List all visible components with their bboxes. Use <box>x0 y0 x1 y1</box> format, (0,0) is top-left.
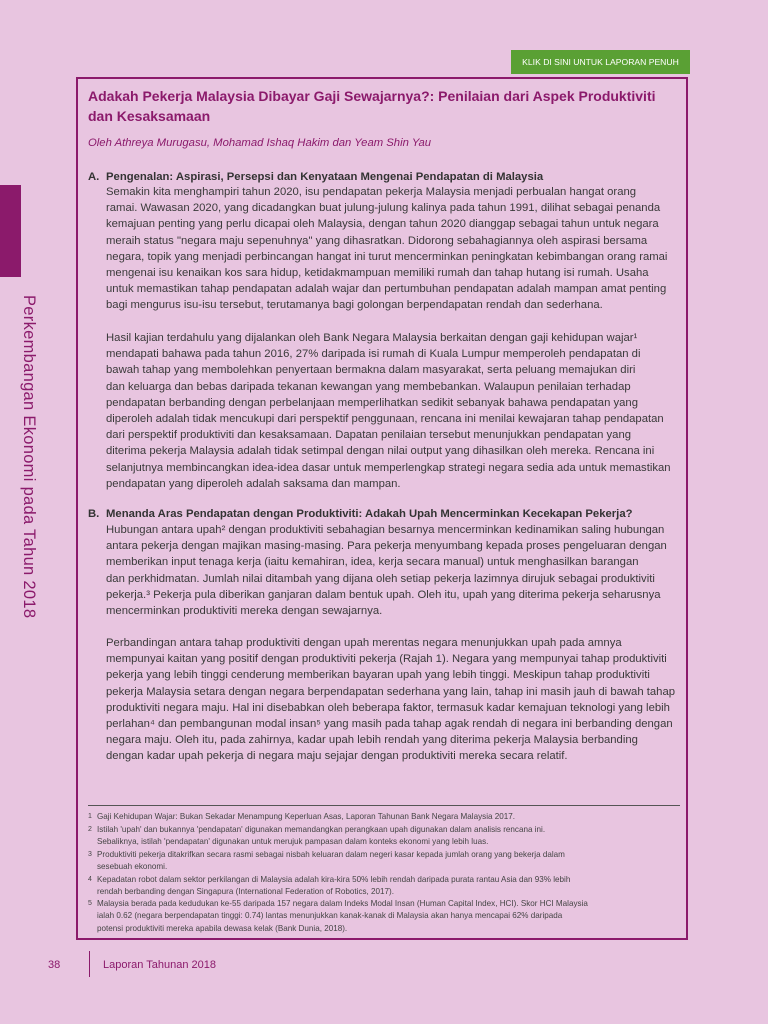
text-line: memberikan input tenaga kerja (iaitu kemahiran, idea, kerja secara manual) untuk menghasilkan barangan <box>106 556 639 569</box>
text-line: meraih status "negara maju sepenuhnya" yang dihasratkan. Didorong sebahagiannya oleh aspirasi bersama <box>106 234 648 247</box>
footnote-line: Sebaliknya, istilah 'pendapatan' digunakan untuk merujuk pampasan dalam konteks ekonomi yang lebih luas. <box>97 837 489 847</box>
text-line: perlahan⁴ dan pembangunan modal insan⁵ yang masih pada tahap agak rendah di negara ini berbanding dengan <box>106 718 673 731</box>
section-b-letter: B. <box>88 508 100 520</box>
text-line: selanjutnya membincangkan idea-idea dasar untuk memperlengkap strategi negara sedia ada untuk memastikan <box>106 461 671 474</box>
section-a-paragraph-2 <box>106 330 684 492</box>
footnote-divider <box>88 805 680 806</box>
text-line: dan keluarga dan bebas daripada tekanan kewangan yang membebankan. Walaupun penilaian terhadap <box>106 380 631 393</box>
text-line: dari perspektif produktiviti dan kesaksamaan. Dapatan penilaian tersebut menunjukkan pendapatan yang <box>106 429 632 442</box>
text-line: Semakin kita menghampiri tahun 2020, isu pendapatan pekerja Malaysia menjadi perbualan hangat orang <box>106 186 637 198</box>
text-line: produktiviti negara maju. Hal ini disebabkan oleh beberapa faktor, termasuk kadar kemajuan teknologi yang lebih <box>106 701 670 714</box>
full-report-link-button[interactable]: KLIK DI SINI UNTUK LAPORAN PENUH <box>511 50 690 74</box>
section-a-letter: A. <box>88 171 100 183</box>
title-line: dan Kesaksamaan <box>88 108 211 124</box>
text-line: Perbandingan antara tahap produktiviti dengan upah merentas negara menunjukkan upah pada amnya <box>106 637 622 649</box>
text-line: mempunyai kaitan yang positif dengan produktiviti pekerja (Rajah 1). Negara yang mempunyai tahap produktiviti <box>106 653 667 666</box>
text-line: negara, topik yang menjadi perbincangan hangat ini turut mencerminkan peningkatan kebimbangan orang ramai <box>106 250 668 263</box>
text-line: negara maju. Oleh itu, pada zahirnya, kadar upah lebih rendah yang diterima pekerja Malaysia berbanding <box>106 734 638 747</box>
title-line: Adakah Pekerja Malaysia Dibayar Gaji Sewajarnya?: Penilaian dari Aspek Produktiviti <box>88 88 656 104</box>
text-line: untuk memastikan tahap pendapatan adalah wajar dan pertumbuhan pendapatan adalah mampan amat penting <box>106 283 667 296</box>
section-b-paragraph-1 <box>106 522 684 619</box>
footnote-line: sesebuah ekonomi. <box>97 862 168 872</box>
footnote-number: 3 <box>88 851 92 858</box>
sidebar-section-title: Perkembangan Ekonomi pada Tahun 2018 <box>20 295 38 619</box>
text-line: pendapatan berbanding dengan perbelanjaan memperlihatkan sedikit sebanyak bahawa pendapatan yang <box>106 396 638 409</box>
footnote-line: Kepadatan robot dalam sektor perkilangan di Malaysia adalah kira-kira 50% lebih rendah daripada purata rantau Asia dan 93% lebih <box>97 875 571 884</box>
text-line: ramai. Wawasan 2020, yang dicadangkan buat julung-julung kalinya pada tahun 1991, dilihat sebagai penanda <box>106 202 661 215</box>
footer-divider <box>89 951 90 977</box>
text-line: Hasil kajian terdahulu yang dijalankan oleh Bank Negara Malaysia berkaitan dengan gaji kehidupan wajar¹ <box>106 332 638 344</box>
text-line: dan perkhidmatan. Jumlah nilai ditambah yang dijana oleh setiap pekerja lazimnya dirujuk sebagai produktiviti <box>106 572 655 585</box>
section-b-title: Menanda Aras Pendapatan dengan Produktiviti: Adakah Upah Mencerminkan Kecekapan Pekerja? <box>106 508 633 520</box>
footnote-line: Malaysia berada pada kedudukan ke-55 daripada 157 negara dalam Indeks Modal Insan (Human Capital Index, HCI). Skor HCI Malaysia <box>97 899 588 908</box>
text-line: antara pekerja dengan majikan masing-masing. Para pekerja menyumbang kepada proses pengeluaran dengan <box>106 540 667 553</box>
footnote-4 <box>88 874 688 899</box>
footnote-line: ialah 0.62 (negara berpendapatan tinggi: 0.74) lantas menunjukkan kanak-kanak di Malaysia akan hanya mencapai 62% daripada <box>97 911 563 921</box>
text-line: kemajuan penting yang perlu dicapai oleh Malaysia, dengan tahun 2020 dianggap sebagai tahun untuk negara <box>106 218 659 231</box>
article-title <box>88 86 678 126</box>
text-line: mendapati bahawa pada tahun 2016, 27% daripada isi rumah di Kuala Lumpur memperoleh pendapatan di <box>106 348 641 361</box>
footnote-2 <box>88 824 688 849</box>
text-line: pendapatan yang diperoleh adalah saksama dan mampan. <box>106 477 401 490</box>
section-a-title: Pengenalan: Aspirasi, Persepsi dan Kenyataan Mengenai Pendapatan di Malaysia <box>106 171 544 183</box>
footnote-line: Gaji Kehidupan Wajar: Bukan Sekadar Menampung Keperluan Asas, Laporan Tahunan Bank Negara Malaysia 2017. <box>97 812 515 821</box>
footnote-line: potensi produktiviti mereka apabila dewasa kelak (Bank Dunia, 2018). <box>97 923 348 933</box>
text-line: mencerminkan produktiviti mereka dengan sewajarnya. <box>106 605 383 618</box>
text-line: bagi mengurus isu-isu tersebut, terutamanya bagi golongan berpendapatan rendah dan sederhana. <box>106 299 603 312</box>
footnote-number: 5 <box>88 900 92 907</box>
text-line: pekerja Malaysia setara dengan negara berpendapatan sederhana yang lain, tahap ini masih jauh di bawah tahap <box>106 685 676 698</box>
section-b-heading <box>88 508 688 520</box>
footer-report-label: Laporan Tahunan 2018 <box>103 959 216 971</box>
footnote-line: Istilah 'upah' dan bukannya 'pendapatan' digunakan memandangkan perangkaan upah digunakan dalam analisis rencana ini. <box>97 825 546 834</box>
footnote-1 <box>88 811 688 823</box>
footnote-line: Produktiviti pekerja ditakrifkan secara rasmi sebagai nisbah keluaran dalam negeri kasar kepada jumlah orang yang bekerja dalam <box>97 850 565 859</box>
text-line: mengenai isu kenaikan kos sara hidup, ketidakmampuan memiliki rumah dan tahap hutang isi rumah. Usaha <box>106 267 649 280</box>
section-b-paragraph-2 <box>106 635 684 765</box>
sidebar-accent-bar <box>0 185 21 277</box>
footnote-number: 2 <box>88 826 92 833</box>
text-line: diperoleh adalah tidak mencukupi dari perspektif penggunaan, rencana ini menilai kewajaran tahap pendapatan <box>106 413 664 426</box>
footnote-3 <box>88 849 688 874</box>
footnote-number: 4 <box>88 876 92 883</box>
page-number: 38 <box>48 959 61 971</box>
footnote-5 <box>88 898 688 935</box>
section-a-paragraph-1 <box>106 184 684 314</box>
text-line: pekerja.³ Pekerja pula diberikan ganjaran dalam bentuk upah. Oleh itu, upah yang diterima pekerja seharusnya <box>106 588 661 601</box>
footnote-line: rendah berbanding dengan Singapura (International Federation of Robotics, 2017). <box>97 887 394 897</box>
article-authors: Oleh Athreya Murugasu, Mohamad Ishaq Hakim dan Yeam Shin Yau <box>88 137 432 149</box>
section-a-heading <box>88 171 688 183</box>
text-line: dengan kadar upah pekerja di negara maju sejajar dengan produktiviti mereka secara relatif. <box>106 750 568 763</box>
text-line: bawah tahap yang membolehkan penyertaan bermakna dalam masyarakat, serta peluang memajukan diri <box>106 364 636 377</box>
text-line: pekerja yang lebih tinggi cenderung memberikan bayaran upah yang lebih tinggi. Meskipun tahap produktiviti <box>106 669 650 682</box>
text-line: diterima pekerja Malaysia adalah tidak setimpal dengan nilai output yang dihasilkan oleh mereka. Rencana ini <box>106 445 655 458</box>
footnote-number: 1 <box>88 813 92 820</box>
text-line: Hubungan antara upah² dengan produktiviti sebahagian besarnya mencerminkan kedinamikan saling hubungan <box>106 524 665 536</box>
